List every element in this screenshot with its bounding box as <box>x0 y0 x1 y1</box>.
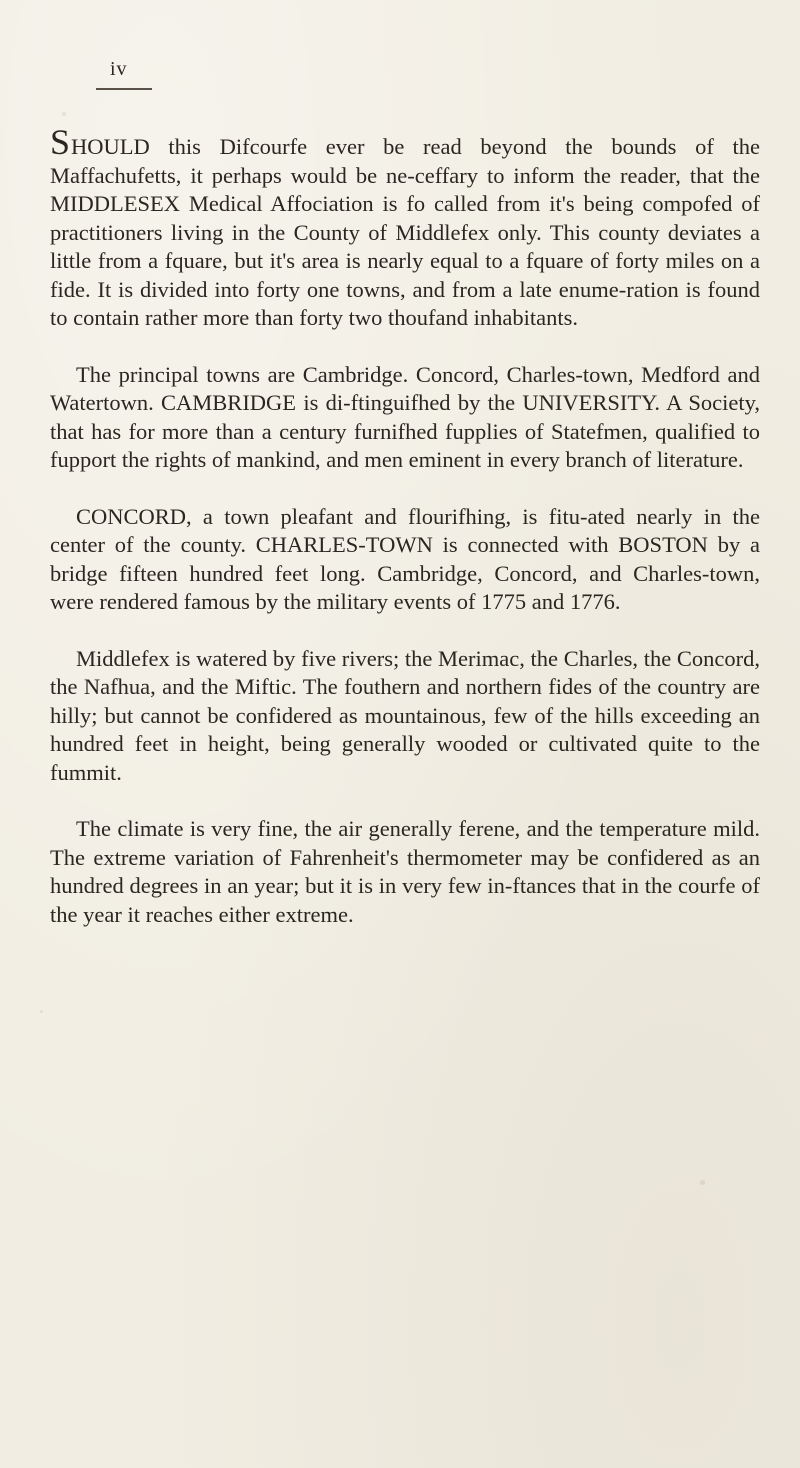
paper-stain <box>40 1010 43 1013</box>
paragraph-4: Middlefex is watered by five rivers; the Merimac, the Charles, the Concord, the Nafhua, and the Miftic. The fouthern and northern fides of the country are hilly; but cannot be confidered as mountainous, few of the hills exceeding an hundred feet in height, being generally wooded or cultivated quite to the fummit. <box>50 645 760 785</box>
paragraph-1-text: HOULD this Difcourfe ever be read beyond the bounds of the Maffachufetts, it perhaps would be ne-ceffary to inform the reader, that the MIDDLESEX Medical Affociation is fo called from it's being compofed of practitioners living in the County of Middlefex only. This county deviates a little from a fquare, but it's area is nearly equal to a fquare of forty miles on a fide. It is divided into forty one towns, and from a late enume-ration is found to contain rather more than forty two thoufand inhabitants. <box>50 134 760 330</box>
paragraph-5: The climate is very fine, the air generally ferene, and the temperature mild. The extreme variation of Fahrenheit's thermometer may be confidered as an hundred degrees in an year; but it is in very few in-ftances that in the courfe of the year it reaches either extreme. <box>50 816 760 927</box>
paragraph-3: CONCORD, a town pleafant and flourifhing, is fitu-ated nearly in the center of the county. CHARLES-TOWN is connected with BOSTON by a bridge fifteen hundred feet long. Cambridge, Concord, and Charles-town, were rendered famous by the military events of 1775 and 1776. <box>50 503 760 614</box>
paragraph-2: The principal towns are Cambridge. Concord, Charles-town, Medford and Watertown. CAMBRIDGE is di-ftinguifhed by the UNIVERSITY. A Society, that has for more than a century furnifhed fupplies of Statefmen, qualified to fupport the rights of mankind, and men eminent in every branch of literature. <box>50 361 760 472</box>
body-text <box>50 122 760 957</box>
paper-stain <box>700 1180 705 1185</box>
paragraph-1 <box>50 122 760 333</box>
drop-cap: S <box>50 122 72 162</box>
folio-rule <box>96 88 152 90</box>
paper-stain <box>62 112 66 116</box>
page-number: iv <box>110 58 128 80</box>
